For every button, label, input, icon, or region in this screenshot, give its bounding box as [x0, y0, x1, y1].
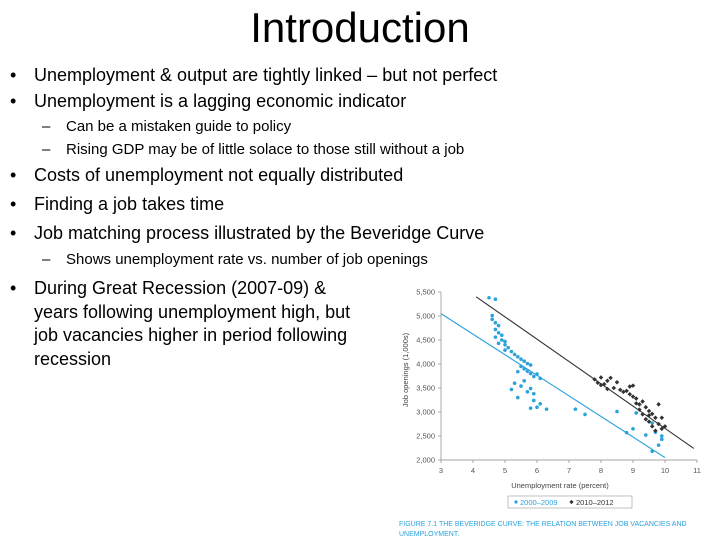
- data-point-2010-2012: [650, 424, 655, 429]
- legend-marker-2000-2009: [514, 500, 517, 503]
- data-point-2010-2012: [660, 415, 665, 420]
- data-point-2000-2009: [510, 350, 514, 354]
- y-tick-label: 4,500: [416, 335, 435, 345]
- data-point-2010-2012: [628, 392, 633, 397]
- data-point-2000-2009: [494, 335, 498, 339]
- data-point-2000-2009: [545, 407, 549, 411]
- data-point-2000-2009: [494, 297, 498, 301]
- bullet-1: Unemployment & output are tightly linked – but not perfect: [34, 65, 498, 85]
- data-point-2000-2009: [660, 434, 664, 438]
- y-tick-label: 5,500: [416, 287, 435, 297]
- data-point-2000-2009: [503, 343, 507, 347]
- data-point-2010-2012: [605, 379, 610, 384]
- y-tick-label: 3,500: [416, 383, 435, 393]
- data-point-2000-2009: [532, 375, 536, 379]
- data-point-2000-2009: [529, 406, 533, 410]
- y-tick-label: 2,500: [416, 431, 435, 441]
- data-point-2000-2009: [615, 410, 619, 414]
- data-point-2010-2012: [653, 415, 658, 420]
- data-point-2000-2009: [494, 321, 498, 325]
- data-point-2000-2009: [529, 387, 533, 391]
- sub-bullet-3: Shows unemployment rate vs. number of job openings: [66, 251, 428, 268]
- figure-caption: FIGURE 7.1 THE BEVERIDGE CURVE: THE RELATION BETWEEN JOB VACANCIES AND UNEMPLOYMENT.: [399, 521, 687, 538]
- data-point-2010-2012: [640, 399, 645, 404]
- x-tick-label: 10: [660, 466, 670, 475]
- data-point-2010-2012: [644, 417, 649, 422]
- legend-label-2010-2012: 2010–2012: [576, 498, 614, 507]
- x-tick-label: 7: [566, 466, 572, 475]
- data-point-2000-2009: [519, 365, 523, 369]
- data-point-2000-2009: [522, 367, 526, 371]
- data-point-2000-2009: [497, 331, 501, 335]
- data-point-2000-2009: [526, 369, 530, 373]
- data-point-2000-2009: [532, 399, 536, 403]
- data-point-2000-2009: [516, 370, 520, 374]
- data-point-2010-2012: [663, 424, 668, 429]
- data-point-2000-2009: [490, 314, 494, 318]
- data-point-2000-2009: [631, 427, 635, 431]
- y-tick-label: 2,000: [416, 455, 435, 465]
- data-point-2000-2009: [519, 384, 523, 388]
- data-point-2000-2009: [516, 355, 520, 359]
- data-point-2010-2012: [644, 405, 649, 410]
- bullet-marker: •: [10, 194, 17, 214]
- bullet-4: Finding a job takes time: [34, 194, 225, 214]
- slide-title: Introduction: [250, 4, 470, 51]
- sub-bullet-2: Rising GDP may be of little solace to those still without a job: [66, 141, 465, 158]
- data-point-2000-2009: [526, 390, 530, 394]
- data-point-2000-2009: [487, 296, 491, 300]
- data-point-2010-2012: [596, 380, 601, 385]
- data-point-2000-2009: [522, 379, 526, 383]
- data-point-2000-2009: [538, 402, 542, 406]
- x-tick-label: 5: [502, 466, 508, 475]
- y-axis-label: Job openings (1,000s): [401, 332, 410, 408]
- data-point-2000-2009: [657, 443, 661, 447]
- data-point-2000-2009: [490, 318, 494, 322]
- data-point-2000-2009: [529, 363, 533, 367]
- x-tick-label: 4: [470, 466, 476, 475]
- bullet-3: Costs of unemployment not equally distributed: [34, 165, 404, 185]
- data-point-2000-2009: [535, 372, 539, 376]
- dash-marker: –: [42, 141, 51, 158]
- y-tick-label: 3,000: [416, 407, 435, 417]
- bullet-marker: •: [10, 223, 17, 243]
- dash-marker: –: [42, 118, 51, 135]
- data-point-2000-2009: [516, 396, 520, 400]
- x-tick-label: 3: [438, 466, 444, 475]
- data-point-2000-2009: [535, 405, 539, 409]
- bullet-marker: •: [10, 65, 17, 85]
- data-point-2010-2012: [615, 380, 620, 385]
- data-point-2000-2009: [522, 359, 526, 363]
- data-point-2000-2009: [644, 433, 648, 437]
- y-tick-label: 5,000: [416, 311, 435, 321]
- data-point-2000-2009: [574, 407, 578, 411]
- x-tick-label: 11: [693, 466, 701, 475]
- data-point-2000-2009: [660, 438, 664, 442]
- data-point-2010-2012: [640, 412, 645, 417]
- x-axis-label: Unemployment rate (percent): [511, 481, 609, 490]
- data-point-2000-2009: [650, 450, 654, 454]
- data-point-2000-2009: [634, 411, 638, 415]
- bullet-marker: •: [10, 165, 17, 185]
- x-tick-label: 8: [598, 466, 604, 475]
- data-point-2000-2009: [494, 328, 498, 332]
- data-point-2000-2009: [513, 353, 517, 357]
- data-point-2000-2009: [503, 340, 507, 344]
- trend-line-2010-2012: [476, 297, 694, 449]
- legend: [508, 496, 632, 508]
- x-tick-label: 9: [630, 466, 636, 475]
- data-point-2000-2009: [510, 388, 514, 392]
- data-point-2000-2009: [500, 333, 504, 337]
- data-point-2000-2009: [625, 431, 629, 435]
- data-point-2010-2012: [612, 386, 617, 391]
- data-point-2000-2009: [583, 413, 587, 417]
- beveridge-curve-chart: [375, 275, 715, 545]
- data-point-2000-2009: [532, 392, 536, 396]
- data-point-2010-2012: [599, 375, 604, 380]
- bullet-marker: •: [10, 91, 17, 111]
- data-point-2000-2009: [526, 362, 530, 366]
- dash-marker: –: [42, 251, 51, 268]
- data-point-2000-2009: [497, 342, 501, 346]
- legend-label-2000-2009: 2000–2009: [520, 498, 558, 507]
- data-point-2000-2009: [519, 357, 523, 361]
- data-point-2000-2009: [538, 377, 542, 381]
- data-point-2000-2009: [500, 338, 504, 342]
- x-tick-label: 6: [534, 466, 540, 475]
- legend-marker-2010-2012: [569, 500, 573, 504]
- bullet-marker: •: [10, 278, 17, 298]
- data-point-2000-2009: [497, 324, 501, 328]
- data-point-2000-2009: [506, 346, 510, 350]
- bullet-6: During Great Recession (2007-09) & years following unemployment high, but job vacancies higher in period following recession: [34, 278, 351, 369]
- y-tick-label: 4,000: [416, 359, 435, 369]
- data-point-2000-2009: [503, 348, 507, 352]
- bullet-5: Job matching process illustrated by the Beveridge Curve: [34, 223, 485, 243]
- data-point-2010-2012: [608, 376, 613, 381]
- data-point-2010-2012: [647, 409, 652, 414]
- data-point-2010-2012: [656, 402, 661, 407]
- data-point-2000-2009: [513, 381, 517, 385]
- sub-bullet-1: Can be a mistaken guide to policy: [66, 118, 292, 135]
- bullet-2: Unemployment is a lagging economic indicator: [34, 91, 407, 111]
- data-point-2000-2009: [529, 372, 533, 376]
